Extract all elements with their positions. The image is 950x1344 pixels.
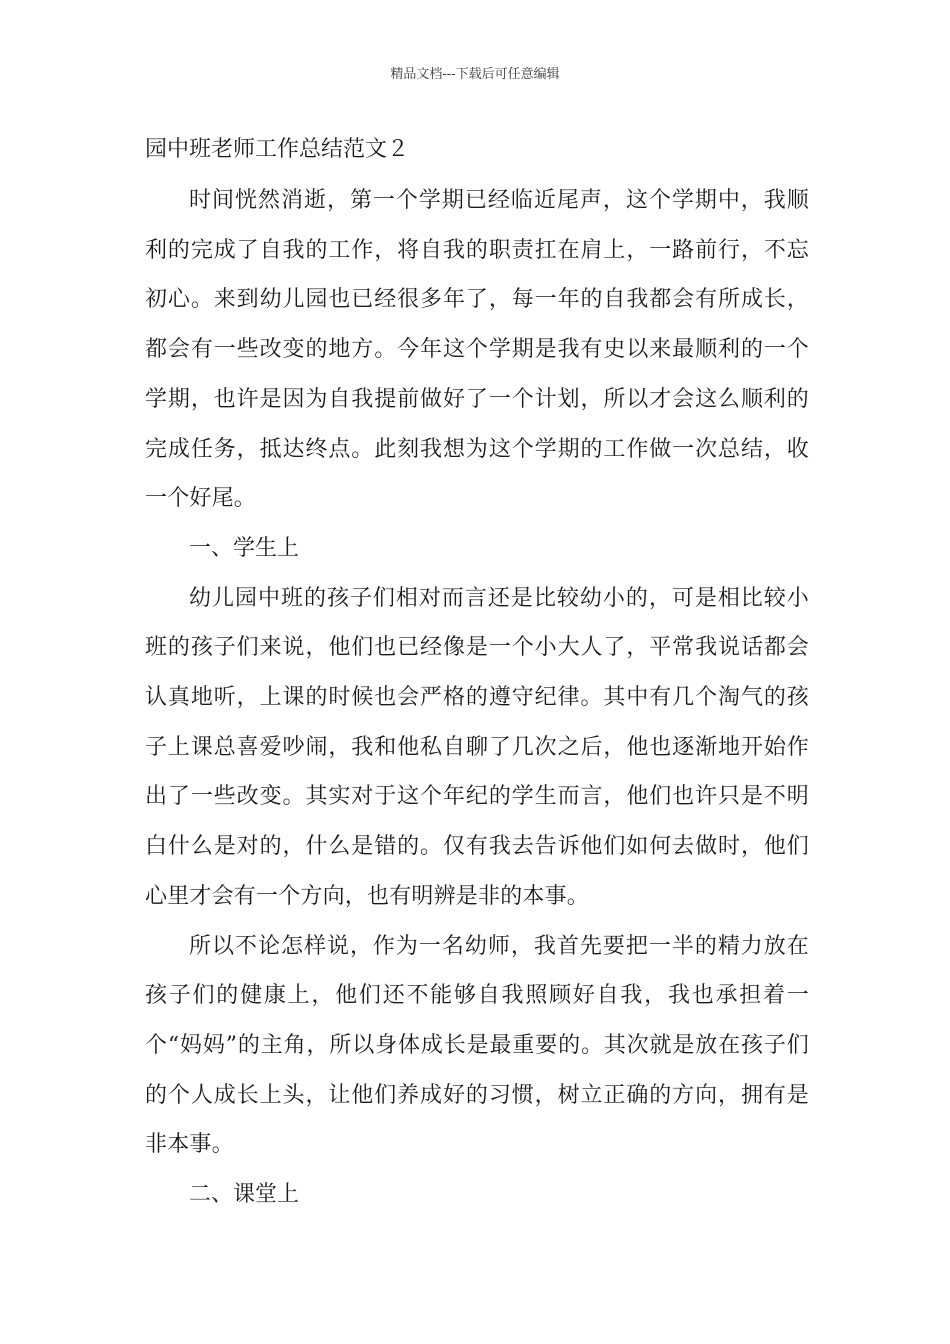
document-title: 园中班老师工作总结范文２ bbox=[145, 137, 410, 162]
paragraph-priorities: 所以不论怎样说，作为一名幼师，我首先要把一半的精力放在孩子们的健康上，他们还不能够自我照顾好自我，我也承担着一个“妈妈”的主角，所以身体成长是最重要的。其次就是放在孩子们的个人成长上头，让他们养成好的习惯，树立正确的方向，拥有是非本事。 bbox=[145, 933, 809, 1158]
section-heading-students: 一、学生上 bbox=[189, 535, 300, 561]
paragraph-intro: 时间恍然消逝，第一个学期已经临近尾声，这个学期中，我顺利的完成了自我的工作，将自我的职责扛在肩上，一路前行，不忘初心。来到幼儿园也已经很多年了，每一年的自我都会有所成长，都会有一些改变的地方。今年这个学期是我有史以来最顺利的一个学期，也许是因为自我提前做好了一个计划，所以才会这么顺利的完成任务，抵达终点。此刻我想为这个学期的工作做一次总结，收一个好尾。 bbox=[145, 188, 809, 512]
paragraph-students: 幼儿园中班的孩子们相对而言还是比较幼小的，可是相比较小班的孩子们来说，他们也已经像是一个小大人了，平常我说话都会认真地听，上课的时候也会严格的遵守纪律。其中有几个淘气的孩子上课总喜爱吵闹，我和他私自聊了几次之后，他也逐渐地开始作出了一些改变。其实对于这个年纪的学生而言，他们也许只是不明白什么是对的，什么是错的。仅有我去告诉他们如何去做时，他们心里才会有一个方向，也有明辨是非的本事。 bbox=[145, 585, 809, 909]
page-header: 精品文档---下载后可任意编辑 bbox=[390, 67, 560, 82]
document-body bbox=[145, 136, 809, 1220]
section-heading-classroom: 二、课堂上 bbox=[189, 1182, 300, 1208]
